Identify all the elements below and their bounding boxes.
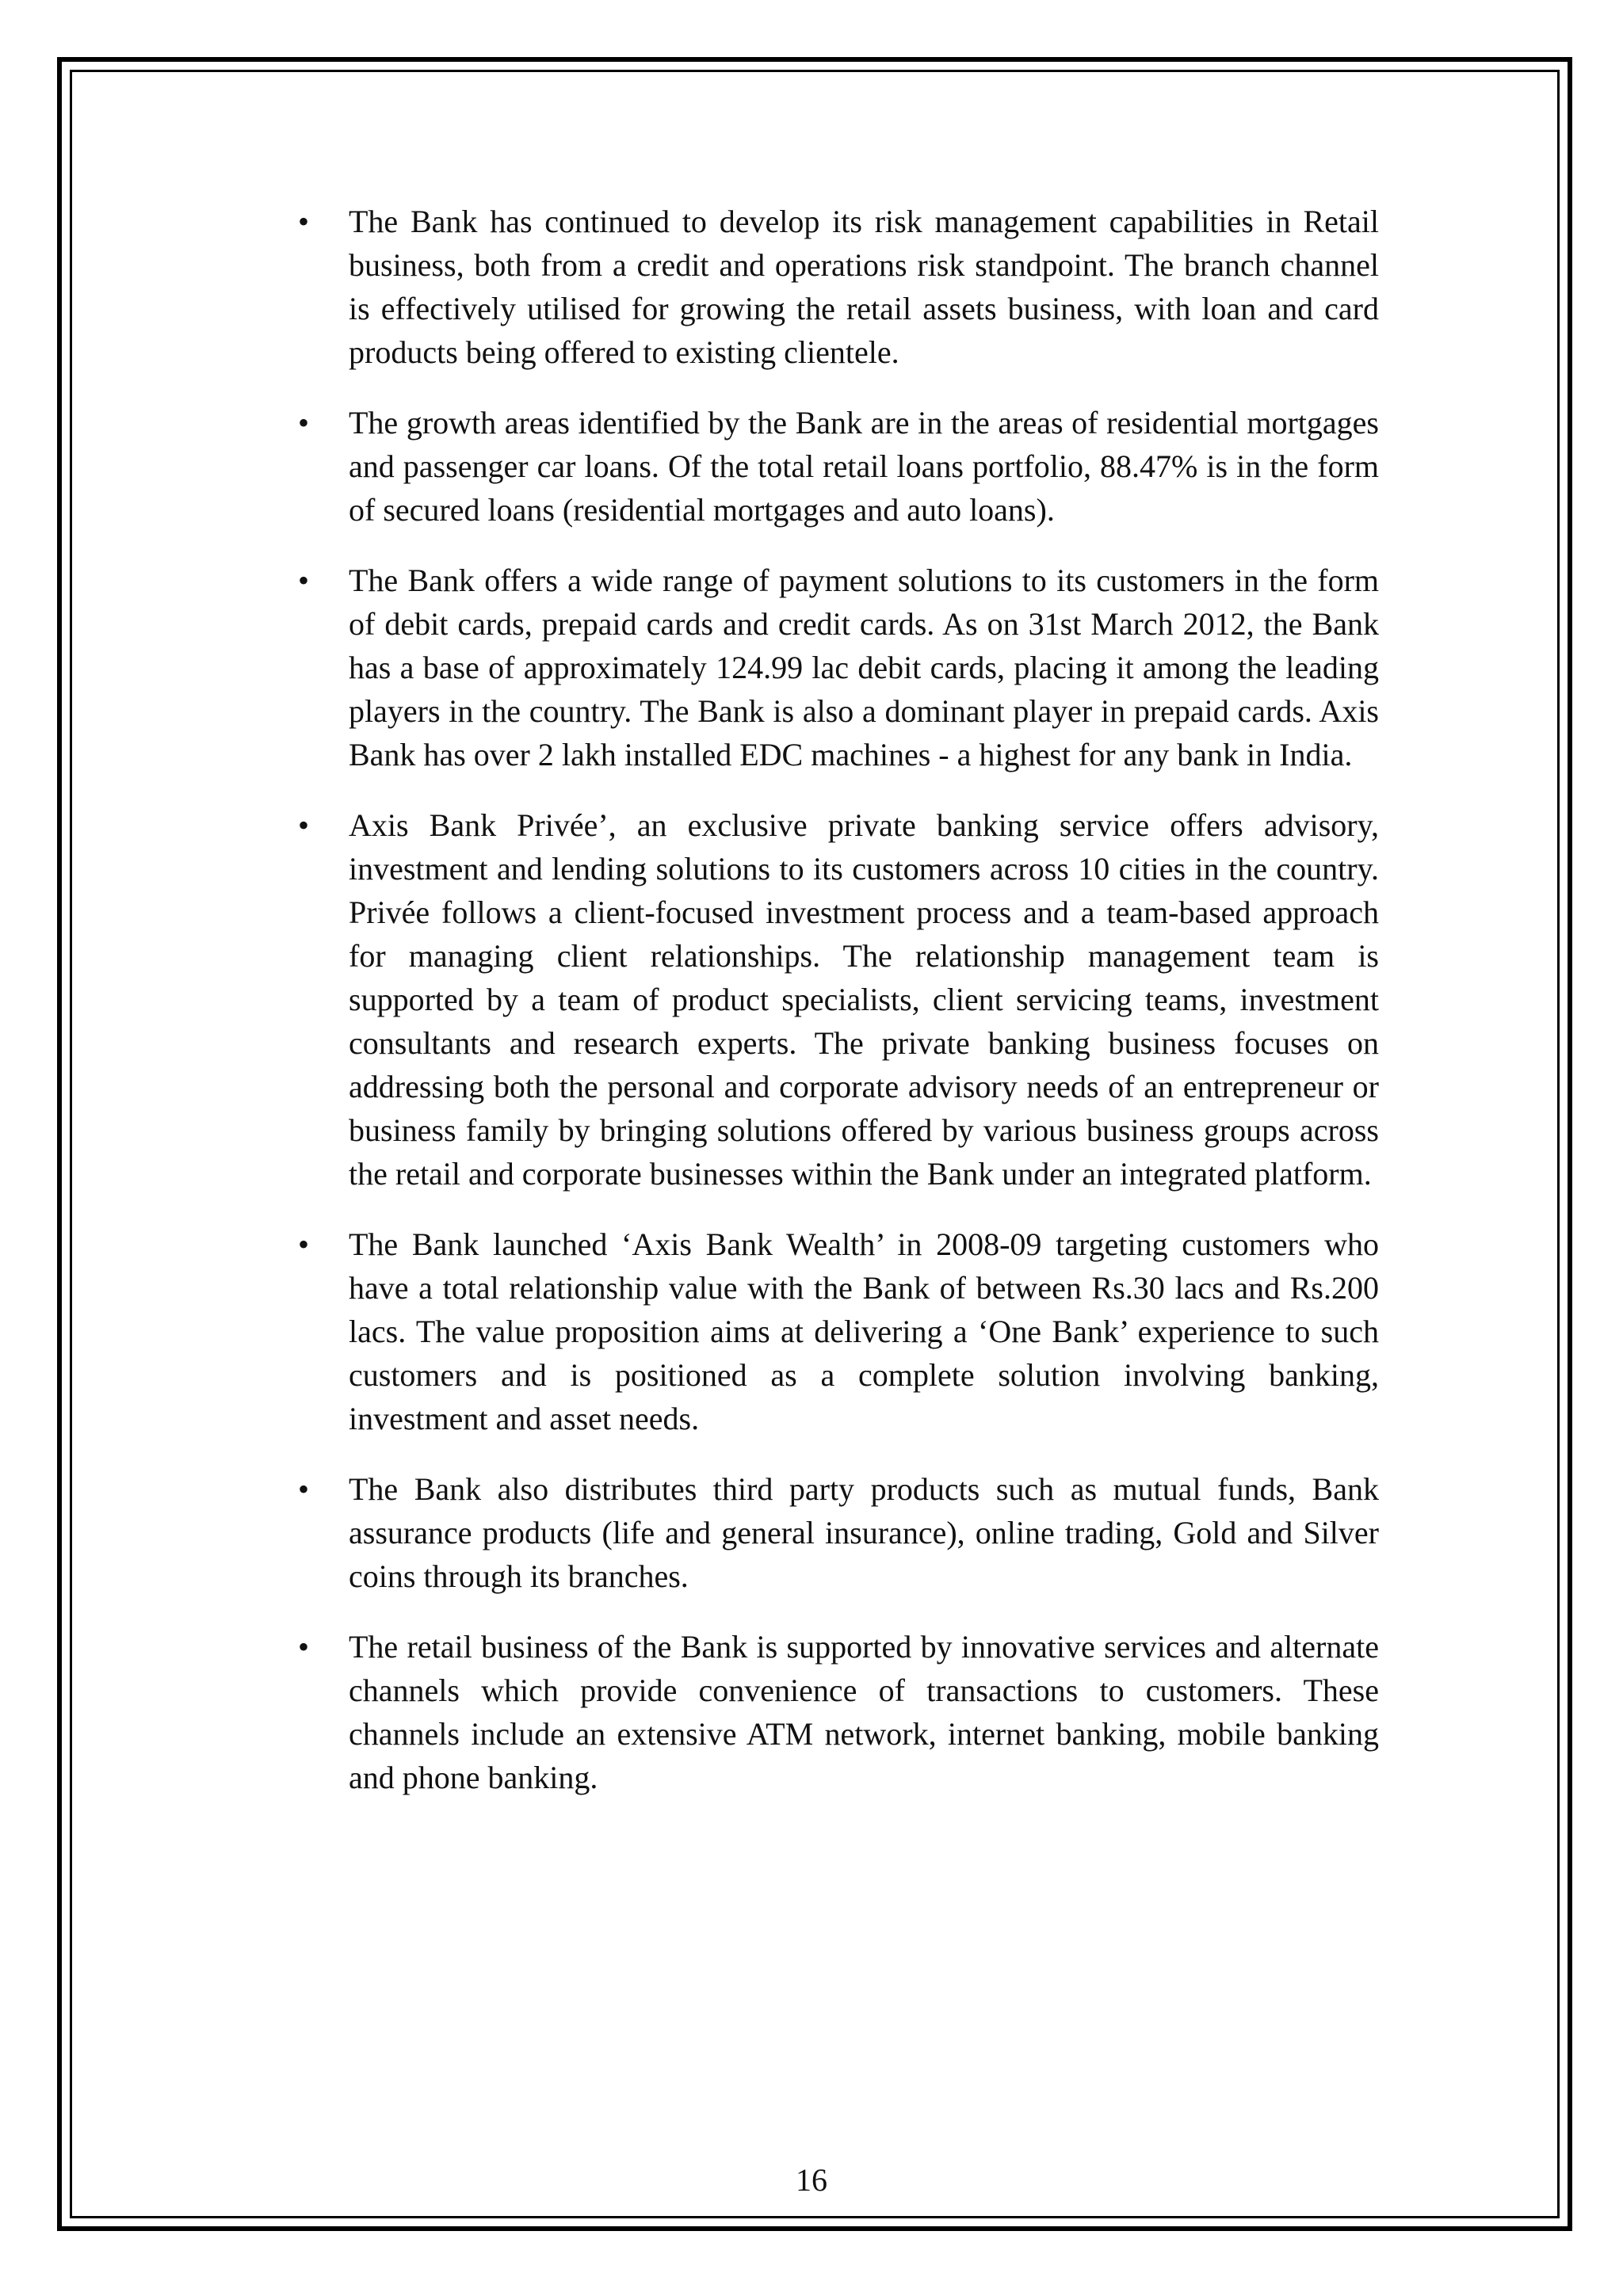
bullet-item xyxy=(292,1625,1379,1799)
bullet-text: The Bank launched ‘Axis Bank Wealth’ in 2008-09 targeting customers who have a total relationship value with the Bank of between Rs.30 lacs and Rs.200 lacs. The value proposition aims at delivering a ‘One Bank’ experience to such customers and is positioned as a complete solution involving banking, investment and asset needs. xyxy=(349,1226,1379,1436)
bullet-icon: • xyxy=(298,204,310,239)
bullet-text: The Bank offers a wide range of payment solutions to its customers in the form of debit cards, prepaid cards and credit cards. As on 31st March 2012, the Bank has a base of approximately 124.99 lac debit cards, placing it among the leading players in the country. The Bank is also a dominant player in prepaid cards. Axis Bank has over 2 lakh installed EDC machines - a highest for any bank in India. xyxy=(349,563,1379,772)
bullet-icon: • xyxy=(298,1471,310,1507)
bullet-icon: • xyxy=(298,1629,310,1665)
document-body xyxy=(292,200,1379,1826)
bullet-item xyxy=(292,1222,1379,1440)
bullet-item xyxy=(292,1467,1379,1598)
bullet-item xyxy=(292,200,1379,374)
bullet-text: Axis Bank Privée’, an exclusive private banking service offers advisory, investment and lending solutions to its customers across 10 cities in the country. Privée follows a client-focused investment process and a team-based approach for managing client relationships. The relationship management team is supported by a team of product specialists, client servicing teams, investment consultants and research experts. The private banking business focuses on addressing both the personal and corporate advisory needs of an entrepreneur or business family by bringing solutions offered by various business groups across the retail and corporate businesses within the Bank under an integrated platform. xyxy=(349,807,1379,1192)
bullet-icon: • xyxy=(298,563,310,598)
bullet-text: The Bank also distributes third party products such as mutual funds, Bank assurance products (life and general insurance), online trading, Gold and Silver coins through its branches. xyxy=(349,1471,1379,1594)
bullet-icon: • xyxy=(298,405,310,441)
bullet-item xyxy=(292,401,1379,532)
bullet-icon: • xyxy=(298,807,310,843)
bullet-item xyxy=(292,803,1379,1196)
bullet-text: The growth areas identified by the Bank are in the areas of residential mortgages and passenger car loans. Of the total retail loans portfolio, 88.47% is in the form of secured loans (residential mortgages and auto loans). xyxy=(349,405,1379,528)
bullet-text: The retail business of the Bank is supported by innovative services and alternate channels which provide convenience of transactions to customers. These channels include an extensive ATM network, internet banking, mobile banking and phone banking. xyxy=(349,1629,1379,1795)
bullet-icon: • xyxy=(298,1226,310,1262)
page-number: 16 xyxy=(796,2162,827,2198)
bullet-text: The Bank has continued to develop its risk management capabilities in Retail business, both from a credit and operations risk standpoint. The branch channel is effectively utilised for growing the retail assets business, with loan and card products being offered to existing clientele. xyxy=(349,204,1379,370)
bullet-item xyxy=(292,559,1379,776)
